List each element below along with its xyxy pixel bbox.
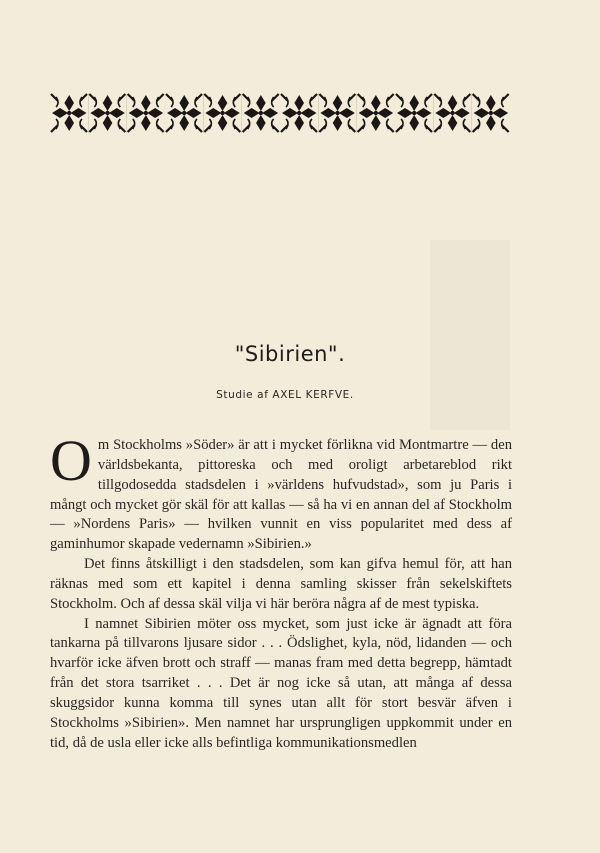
paragraph [50, 428, 512, 555]
body-text [50, 428, 512, 754]
paragraph-text: m Stockholms »Söder» är att i mycket förlikna vid Montmartre — den världsbekanta, pittoreska och med oroligt arbetareblod rikt tillgodosedda stadsdelen i »världens hufvudstad», som ju Paris i mångt och mycket gör skäl för att kallas — så ha vi en annan del af Stockholm — »Nordens Paris» — hvilken vunnit en viss popularitet med dess af gaminhumor skapade vedernamn »Sibirien.» [50, 437, 512, 553]
paper-stain [430, 240, 510, 430]
paragraph: Det finns åtskilligt i den stadsdelen, som kan gifva hemul för, att han räknas med som ett kapitel i denna samling skisser från sekelskiftets Stockholm. Och af dessa skäl vilja vi här beröra några af de mest typiska. [50, 556, 512, 612]
paragraph: I namnet Sibirien möter oss mycket, som just icke är ägnadt att föra tankarna på tillvarons ljusare sidor . . . Ödslighet, kyla, nöd, lidanden — och hvarför icke äfven brott och straff — manas fram med detta begrepp, hämtadt från det stora tsarriket . . . Det är nog icke så utan, att många af dessa skuggsidor kunna komma till synes utan allt för stort besvär äfven i Stockholms »Sibirien». Men namnet har ursprungligen uppkommit under en tid, då de usla eller icke alls befintliga kommunikationsmedlen [50, 615, 512, 751]
decorative-ornament-band [50, 93, 510, 133]
drop-cap: O [50, 428, 92, 493]
chapter-title: "Sibirien". [234, 342, 346, 366]
chapter-subtitle: Studie af AXEL KERFVE. [216, 389, 354, 401]
